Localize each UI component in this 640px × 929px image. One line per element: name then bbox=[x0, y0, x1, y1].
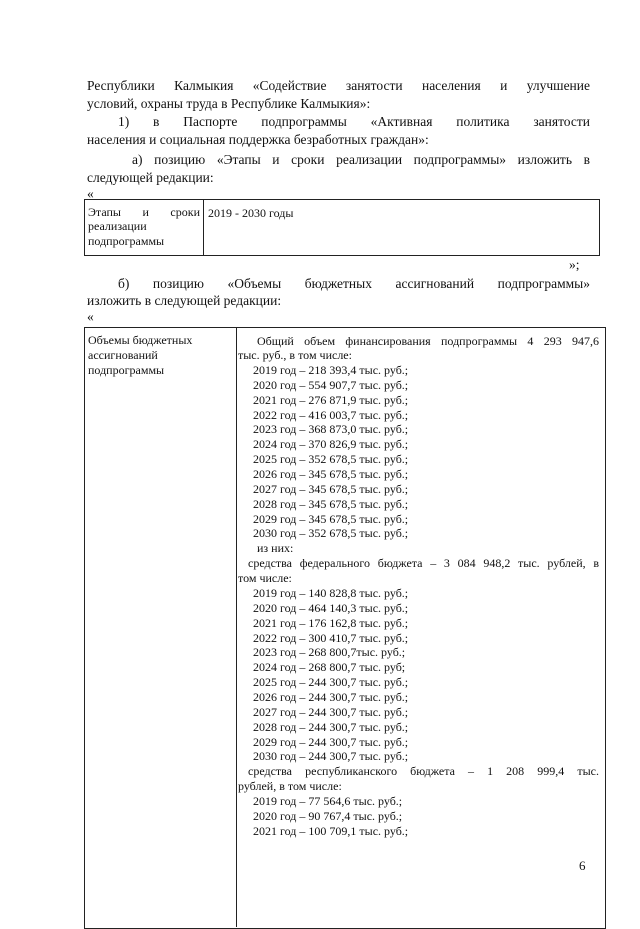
year-amount-line: 2027 год – 345 678,5 тыс. руб.; bbox=[253, 481, 409, 496]
republic-budget-line-1: средства республиканского бюджета – 1 208 999,4 тыс. bbox=[248, 764, 599, 778]
open-quote-2: « bbox=[87, 309, 94, 324]
republic-budget-line-2: рублей, в том числе: bbox=[238, 779, 342, 793]
year-amount-line: 2026 год – 244 300,7 тыс. руб.; bbox=[253, 689, 409, 704]
year-amount-line: 2029 год – 345 678,5 тыс. руб.; bbox=[253, 511, 409, 526]
year-amount-line: 2024 год – 370 826,9 тыс. руб.; bbox=[253, 437, 409, 452]
intro-line-2: условий, охраны труда в Республике Калмыкия»: bbox=[87, 96, 371, 111]
federal-budget-line-1: средства федерального бюджета – 3 084 948,2 тыс. рублей, в bbox=[248, 556, 599, 570]
item-1-line-2: населения и социальная поддержка безработных граждан»: bbox=[87, 132, 429, 147]
budget-table-divider bbox=[236, 327, 237, 927]
year-amount-line: 2030 год – 244 300,7 тыс. руб.; bbox=[253, 749, 409, 764]
year-amount-line: 2025 год – 244 300,7 тыс. руб.; bbox=[253, 675, 409, 690]
year-amount-line: 2020 год – 90 767,4 тыс. руб.; bbox=[253, 808, 403, 823]
year-amount-line: 2019 год – 140 828,8 тыс. руб.; bbox=[253, 586, 409, 600]
stages-table-divider bbox=[203, 199, 204, 255]
stages-label-line-1: Этапы и сроки bbox=[88, 205, 200, 219]
year-amount-line: 2024 год – 268 800,7 тыс. руб; bbox=[253, 660, 406, 675]
open-quote-1: « bbox=[87, 186, 94, 201]
year-amount-line: 2019 год – 218 393,4 тыс. руб.; bbox=[253, 363, 409, 377]
item-1-line-1: 1) в Паспорте подпрограммы «Активная политика занятости bbox=[118, 114, 590, 129]
item-a-line-1: а) позицию «Этапы и сроки реализации подпрограммы» изложить в bbox=[132, 152, 590, 167]
intro-line-1: Республики Калмыкия «Содействие занятости населения и улучшение bbox=[87, 78, 590, 93]
budget-label-line-1: Объемы бюджетных bbox=[88, 333, 193, 347]
year-amount-line: 2021 год – 276 871,9 тыс. руб.; bbox=[253, 392, 409, 407]
page-number: 6 bbox=[579, 858, 586, 873]
close-quote-1: »; bbox=[569, 257, 580, 272]
stages-label-line-2: реализации bbox=[88, 219, 147, 233]
year-amount-line: 2027 год – 244 300,7 тыс. руб.; bbox=[253, 704, 409, 719]
year-amount-line: 2029 год – 244 300,7 тыс. руб.; bbox=[253, 734, 409, 749]
federal-budget-line-2: том числе: bbox=[238, 571, 292, 585]
total-financing-line-1: Общий объем финансирования подпрограммы 4 293 947,6 bbox=[257, 334, 599, 348]
year-amount-line: 2028 год – 345 678,5 тыс. руб.; bbox=[253, 496, 409, 511]
year-amount-line: 2025 год – 352 678,5 тыс. руб.; bbox=[253, 452, 409, 467]
year-amount-line: 2028 год – 244 300,7 тыс. руб.; bbox=[253, 719, 409, 734]
budget-label-line-2: ассигнований bbox=[88, 348, 158, 362]
year-amount-line: 2020 год – 554 907,7 тыс. руб.; bbox=[253, 377, 409, 392]
year-amount-line: 2021 год – 100 709,1 тыс. руб.; bbox=[253, 823, 409, 838]
year-amount-line: 2023 год – 368 873,0 тыс. руб.; bbox=[253, 422, 409, 437]
year-amount-line: 2021 год – 176 162,8 тыс. руб.; bbox=[253, 615, 409, 630]
item-b-line-1: б) позицию «Объемы бюджетных ассигнований подпрограммы» bbox=[118, 276, 590, 291]
budget-label-line-3: подпрограммы bbox=[88, 363, 165, 377]
stages-label-line-3: подпрограммы bbox=[88, 234, 165, 248]
item-b-line-2: изложить в следующей редакции: bbox=[87, 293, 282, 308]
year-amount-line: 2030 год – 352 678,5 тыс. руб.; bbox=[253, 526, 409, 541]
year-amount-line: 2022 год – 300 410,7 тыс. руб.; bbox=[253, 630, 409, 645]
year-amount-line: 2022 год – 416 003,7 тыс. руб.; bbox=[253, 407, 409, 422]
year-amount-line: 2026 год – 345 678,5 тыс. руб.; bbox=[253, 466, 409, 481]
year-amount-line: 2020 год – 464 140,3 тыс. руб.; bbox=[253, 600, 409, 615]
total-financing-line-2: тыс. руб., в том числе: bbox=[238, 348, 352, 362]
item-a-line-2: следующей редакции: bbox=[87, 170, 214, 185]
year-amount-line: 2023 год – 268 800,7тыс. руб.; bbox=[253, 645, 406, 660]
of-them-label: из них: bbox=[257, 541, 294, 555]
stages-value: 2019 - 2030 годы bbox=[208, 206, 294, 220]
year-amount-line: 2019 год – 77 564,6 тыс. руб.; bbox=[253, 794, 403, 808]
